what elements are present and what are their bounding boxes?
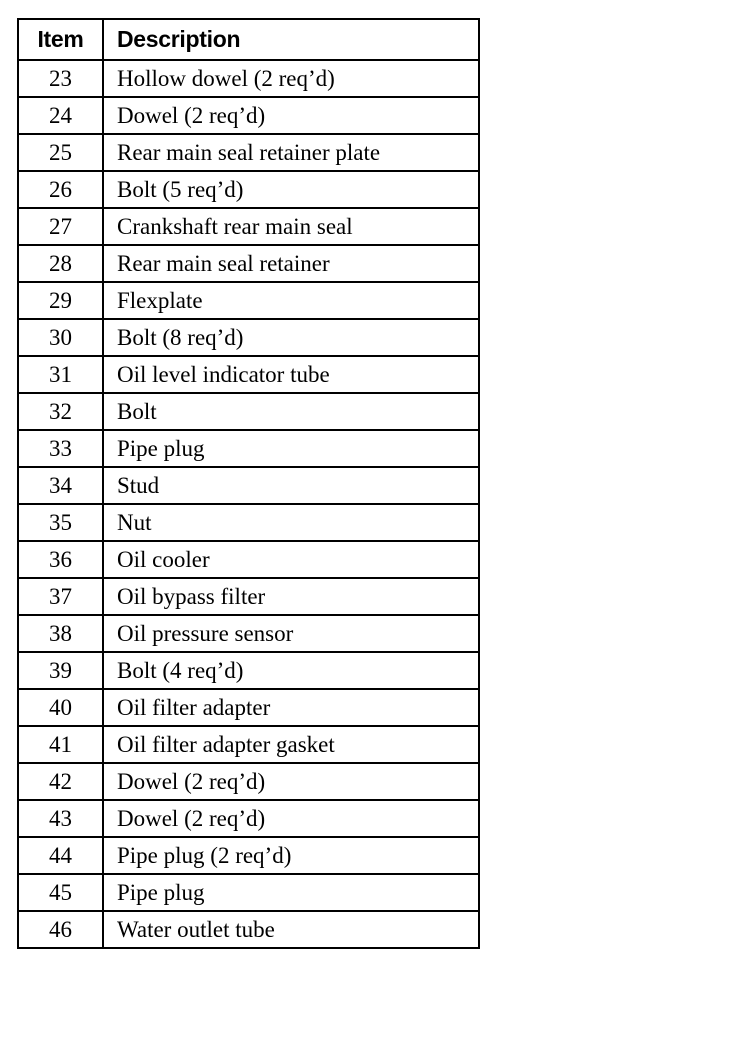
description-cell: Hollow dowel (2 req’d): [103, 60, 479, 97]
description-cell: Rear main seal retainer: [103, 245, 479, 282]
item-number-cell: 42: [18, 763, 103, 800]
item-number-cell: 32: [18, 393, 103, 430]
table-row: [18, 467, 479, 504]
table-row: [18, 837, 479, 874]
item-number-cell: 28: [18, 245, 103, 282]
description-cell: Oil cooler: [103, 541, 479, 578]
item-number-cell: 37: [18, 578, 103, 615]
table-row: [18, 763, 479, 800]
table-row: [18, 393, 479, 430]
description-cell: Dowel (2 req’d): [103, 763, 479, 800]
description-cell: Oil pressure sensor: [103, 615, 479, 652]
description-cell: Pipe plug: [103, 874, 479, 911]
table-row: [18, 245, 479, 282]
table-row: [18, 134, 479, 171]
description-cell: Bolt (5 req’d): [103, 171, 479, 208]
parts-table: [17, 18, 480, 949]
description-cell: Crankshaft rear main seal: [103, 208, 479, 245]
table-body: [18, 60, 479, 948]
table-row: [18, 319, 479, 356]
description-cell: Water outlet tube: [103, 911, 479, 948]
item-column-header: Item: [18, 19, 103, 60]
table-row: [18, 504, 479, 541]
item-number-cell: 25: [18, 134, 103, 171]
table-row: [18, 911, 479, 948]
table-row: [18, 97, 479, 134]
item-number-cell: 36: [18, 541, 103, 578]
table-row: [18, 874, 479, 911]
table-row: [18, 171, 479, 208]
table-row: [18, 356, 479, 393]
description-cell: Stud: [103, 467, 479, 504]
item-number-cell: 41: [18, 726, 103, 763]
description-cell: Oil filter adapter: [103, 689, 479, 726]
header-row: [18, 19, 479, 60]
item-number-cell: 40: [18, 689, 103, 726]
description-cell: Bolt (8 req’d): [103, 319, 479, 356]
table-row: [18, 60, 479, 97]
item-number-cell: 38: [18, 615, 103, 652]
table-row: [18, 208, 479, 245]
item-number-cell: 46: [18, 911, 103, 948]
table-row: [18, 726, 479, 763]
item-number-cell: 31: [18, 356, 103, 393]
description-cell: Dowel (2 req’d): [103, 800, 479, 837]
description-cell: Nut: [103, 504, 479, 541]
description-cell: Oil level indicator tube: [103, 356, 479, 393]
item-number-cell: 26: [18, 171, 103, 208]
table-header: [18, 19, 479, 60]
item-number-cell: 44: [18, 837, 103, 874]
table-row: [18, 800, 479, 837]
description-cell: Bolt (4 req’d): [103, 652, 479, 689]
description-cell: Rear main seal retainer plate: [103, 134, 479, 171]
item-number-cell: 34: [18, 467, 103, 504]
item-number-cell: 23: [18, 60, 103, 97]
item-number-cell: 30: [18, 319, 103, 356]
table-row: [18, 689, 479, 726]
description-column-header: Description: [103, 19, 479, 60]
item-number-cell: 45: [18, 874, 103, 911]
table-row: [18, 615, 479, 652]
item-number-cell: 24: [18, 97, 103, 134]
table-row: [18, 430, 479, 467]
description-cell: Pipe plug: [103, 430, 479, 467]
item-number-cell: 33: [18, 430, 103, 467]
description-cell: Oil filter adapter gasket: [103, 726, 479, 763]
item-number-cell: 39: [18, 652, 103, 689]
table-row: [18, 578, 479, 615]
item-number-cell: 27: [18, 208, 103, 245]
description-cell: Pipe plug (2 req’d): [103, 837, 479, 874]
item-number-cell: 43: [18, 800, 103, 837]
table-row: [18, 652, 479, 689]
description-cell: Oil bypass filter: [103, 578, 479, 615]
item-number-cell: 35: [18, 504, 103, 541]
table-row: [18, 541, 479, 578]
description-cell: Dowel (2 req’d): [103, 97, 479, 134]
description-cell: Flexplate: [103, 282, 479, 319]
item-number-cell: 29: [18, 282, 103, 319]
table-row: [18, 282, 479, 319]
description-cell: Bolt: [103, 393, 479, 430]
